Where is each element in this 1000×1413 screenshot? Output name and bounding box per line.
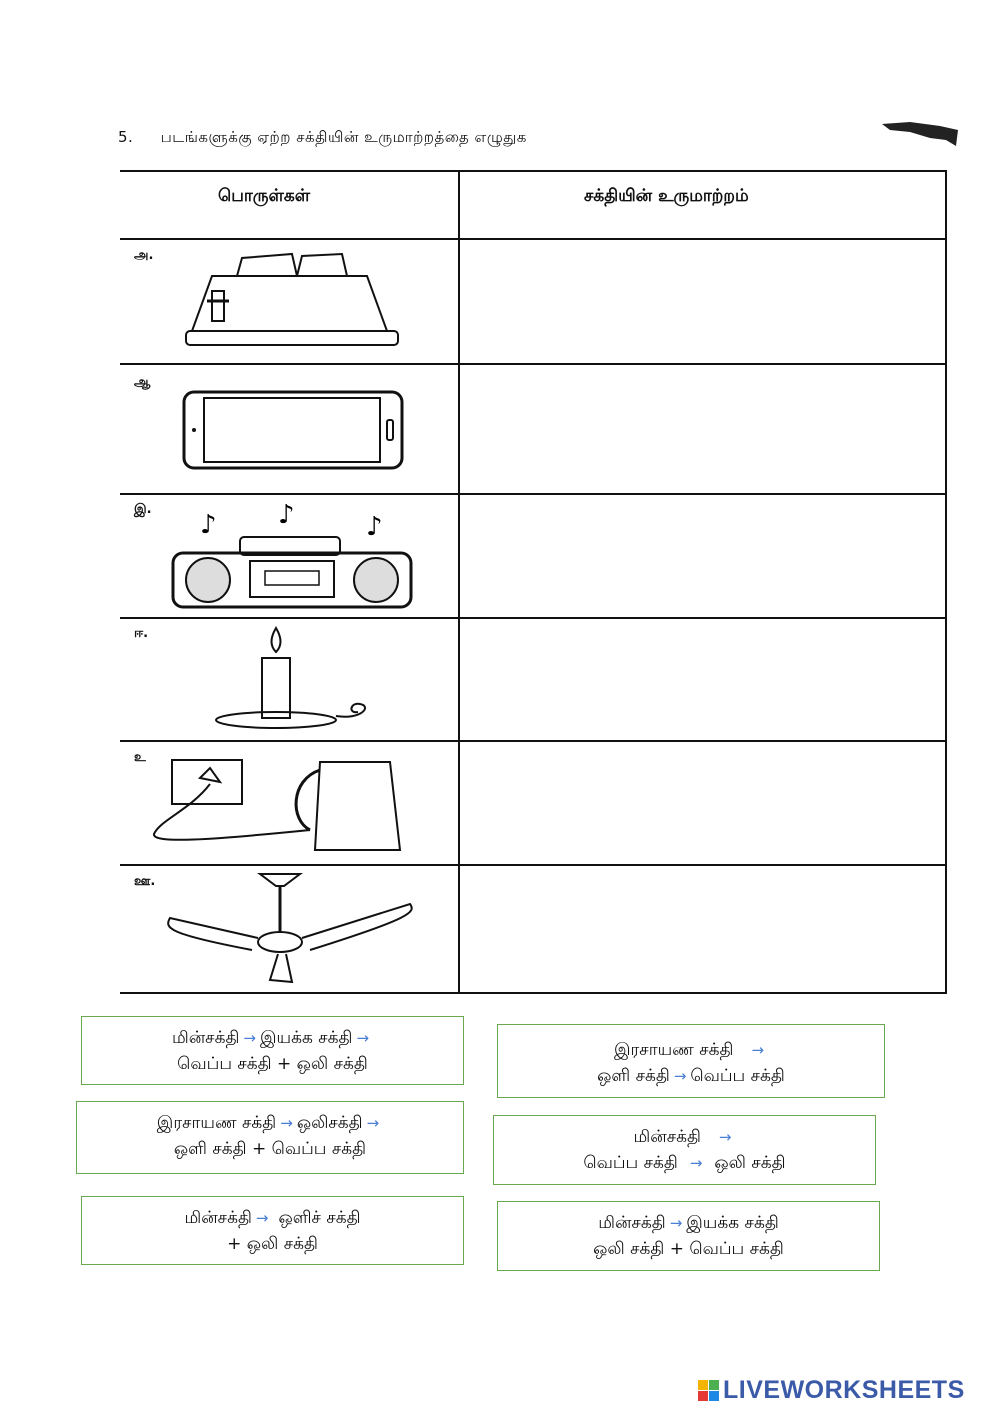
arrow-icon: → [669, 1214, 683, 1232]
arrow-icon: → [673, 1067, 687, 1085]
row-label: இ. [134, 502, 152, 517]
arrow-icon: → [751, 1041, 765, 1059]
answer-card[interactable]: மின்சக்தி → வெப்ப சக்தி → ஒலி சக்தி [493, 1115, 876, 1185]
svg-text:♪: ♪ [366, 512, 383, 542]
header-transform: சக்தியின் உருமாற்றம் [584, 186, 749, 206]
arrow-icon: → [255, 1209, 269, 1227]
brand-text: LIVEWORKSHEETS [723, 1376, 965, 1404]
ceiling-fan-icon [160, 870, 420, 988]
svg-text:♪: ♪ [200, 510, 217, 540]
arrow-icon: → [689, 1154, 703, 1172]
arrow-icon: → [366, 1114, 380, 1132]
arrow-icon: → [243, 1029, 256, 1047]
question-heading [118, 128, 527, 148]
answer-card[interactable]: மின்சக்தி → இயக்க சக்தி → வெப்ப சக்தி + ஒலி சக்தி [81, 1016, 464, 1085]
question-number: 5. [118, 128, 134, 146]
row-label: ஆ [134, 375, 151, 390]
ink-smudge-icon [880, 118, 960, 150]
electric-kettle-icon [150, 750, 405, 860]
row-label: ஈ. [134, 626, 149, 641]
candle-icon [212, 624, 377, 730]
row-label: அ. [134, 248, 154, 263]
header-items: பொருள்கள் [218, 186, 311, 206]
row-label: உ [134, 750, 146, 765]
radio-icon [170, 497, 415, 609]
toaster-icon [182, 246, 402, 354]
row-label: ஊ. [134, 874, 156, 889]
answer-card[interactable]: மின்சக்தி → இயக்க சக்தி ஒலி சக்தி + வெப்ப சக்தி [497, 1201, 880, 1271]
svg-text:♪: ♪ [278, 500, 295, 530]
arrow-icon: → [280, 1114, 293, 1132]
liveworksheets-logo [698, 1376, 965, 1405]
energy-table [120, 170, 947, 994]
mobile-phone-icon [182, 390, 404, 470]
answer-card[interactable]: இரசாயண சக்தி → ஒளி சக்தி → வெப்ப சக்தி [497, 1024, 885, 1098]
answer-card[interactable]: இரசாயண சக்தி → ஒலிசக்தி → ஒளி சக்தி + வெப்ப சக்தி [76, 1101, 464, 1174]
arrow-icon: → [718, 1128, 732, 1146]
answer-card[interactable]: மின்சக்தி → ஒளிச் சக்தி + ஒலி சக்தி [81, 1196, 464, 1265]
question-text: படங்களுக்கு ஏற்ற சக்தியின் உருமாற்றத்தை எழுதுக [160, 128, 527, 146]
arrow-icon: → [356, 1029, 370, 1047]
liveworksheets-icon [698, 1380, 719, 1401]
